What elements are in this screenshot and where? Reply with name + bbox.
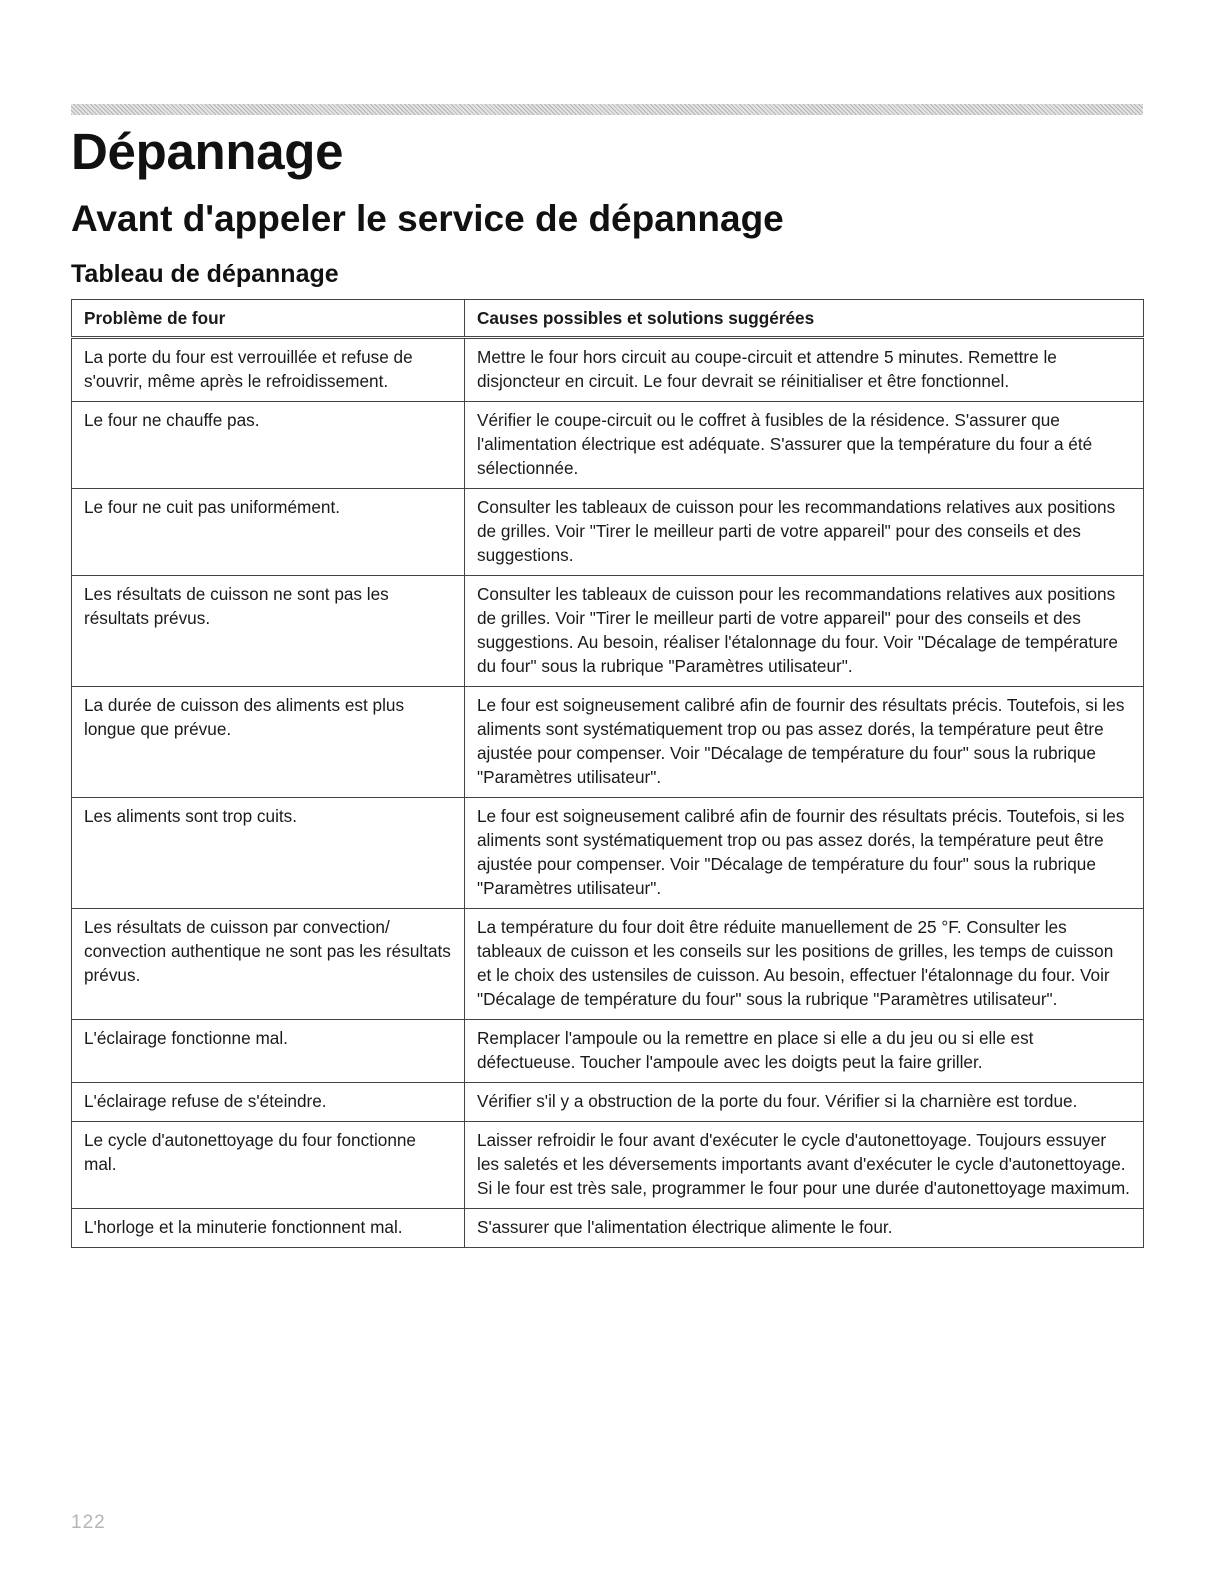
problem-cell: L'éclairage refuse de s'éteindre. <box>72 1083 465 1122</box>
table-row <box>72 1083 1144 1122</box>
solution-cell: La température du four doit être réduite manuellement de 25 °F. Consulter les tableaux de cuisson et les conseils sur les positions de grilles, les temps de cuisson et le choix des ustensiles de cuisson. Au besoin, effectuer l'étalonnage du four. Voir "Décalage de température du four" sous la rubrique "Paramètres utilisateur". <box>465 909 1144 1020</box>
table-row <box>72 1020 1144 1083</box>
table-row <box>72 909 1144 1020</box>
header-rule <box>71 104 1143 115</box>
solution-cell: Vérifier le coupe-circuit ou le coffret à fusibles de la résidence. S'assurer que l'alimentation électrique est adéquate. S'assurer que la température du four a été sélectionnée. <box>465 402 1144 489</box>
solution-cell: Consulter les tableaux de cuisson pour les recommandations relatives aux positions de grilles. Voir "Tirer le meilleur parti de votre appareil" pour des conseils et des suggestions. <box>465 489 1144 576</box>
solution-cell: Vérifier s'il y a obstruction de la porte du four. Vérifier si la charnière est tordue. <box>465 1083 1144 1122</box>
table-header-row <box>72 300 1144 338</box>
problem-cell: Le four ne cuit pas uniformément. <box>72 489 465 576</box>
table-row <box>72 489 1144 576</box>
section-title: Tableau de dépannage <box>71 260 339 288</box>
page-number: 122 <box>71 1512 106 1533</box>
problem-cell: Le four ne chauffe pas. <box>72 402 465 489</box>
table-row <box>72 1122 1144 1209</box>
solution-cell: Consulter les tableaux de cuisson pour les recommandations relatives aux positions de grilles. Voir "Tirer le meilleur parti de votre appareil" pour des conseils et des suggestions. Au besoin, réaliser l'étalonnage du four. Voir "Décalage de température du four" sous la rubrique "Paramètres utilisateur". <box>465 576 1144 687</box>
solution-cell: Le four est soigneusement calibré afin de fournir des résultats précis. Toutefois, si les aliments sont systématiquement trop ou pas assez dorés, la température peut être ajustée pour compenser. Voir "Décalage de température du four" sous la rubrique "Paramètres utilisateur". <box>465 687 1144 798</box>
problem-cell: La porte du four est verrouillée et refuse de s'ouvrir, même après le refroidissement. <box>72 338 465 402</box>
table-row <box>72 1209 1144 1248</box>
problem-cell: L'éclairage fonctionne mal. <box>72 1020 465 1083</box>
column-header-solution: Causes possibles et solutions suggérées <box>465 300 1144 338</box>
troubleshooting-table <box>71 299 1144 1248</box>
solution-cell: Mettre le four hors circuit au coupe-circuit et attendre 5 minutes. Remettre le disjoncteur en circuit. Le four devrait se réinitialiser et être fonctionnel. <box>465 338 1144 402</box>
solution-cell: Laisser refroidir le four avant d'exécuter le cycle d'autonettoyage. Toujours essuyer les saletés et les déversements importants avant d'exécuter le cycle d'autonettoyage. Si le four est très sale, programmer le four pour une durée d'autonettoyage maximum. <box>465 1122 1144 1209</box>
column-header-problem: Problème de four <box>72 300 465 338</box>
problem-cell: Le cycle d'autonettoyage du four fonctionne mal. <box>72 1122 465 1209</box>
problem-cell: L'horloge et la minuterie fonctionnent mal. <box>72 1209 465 1248</box>
problem-cell: La durée de cuisson des aliments est plus longue que prévue. <box>72 687 465 798</box>
page-title: Dépannage <box>71 123 344 180</box>
solution-cell: Le four est soigneusement calibré afin de fournir des résultats précis. Toutefois, si les aliments sont systématiquement trop ou pas assez dorés, la température peut être ajustée pour compenser. Voir "Décalage de température du four" sous la rubrique "Paramètres utilisateur". <box>465 798 1144 909</box>
problem-cell: Les résultats de cuisson ne sont pas les résultats prévus. <box>72 576 465 687</box>
table-row <box>72 798 1144 909</box>
table-row <box>72 576 1144 687</box>
page-subtitle: Avant d'appeler le service de dépannage <box>71 198 784 239</box>
solution-cell: S'assurer que l'alimentation électrique alimente le four. <box>465 1209 1144 1248</box>
table-row <box>72 402 1144 489</box>
table-row <box>72 338 1144 402</box>
problem-cell: Les résultats de cuisson par convection/ convection authentique ne sont pas les résultats prévus. <box>72 909 465 1020</box>
solution-cell: Remplacer l'ampoule ou la remettre en place si elle a du jeu ou si elle est défectueuse. Toucher l'ampoule avec les doigts peut la faire griller. <box>465 1020 1144 1083</box>
problem-cell: Les aliments sont trop cuits. <box>72 798 465 909</box>
table-row <box>72 687 1144 798</box>
